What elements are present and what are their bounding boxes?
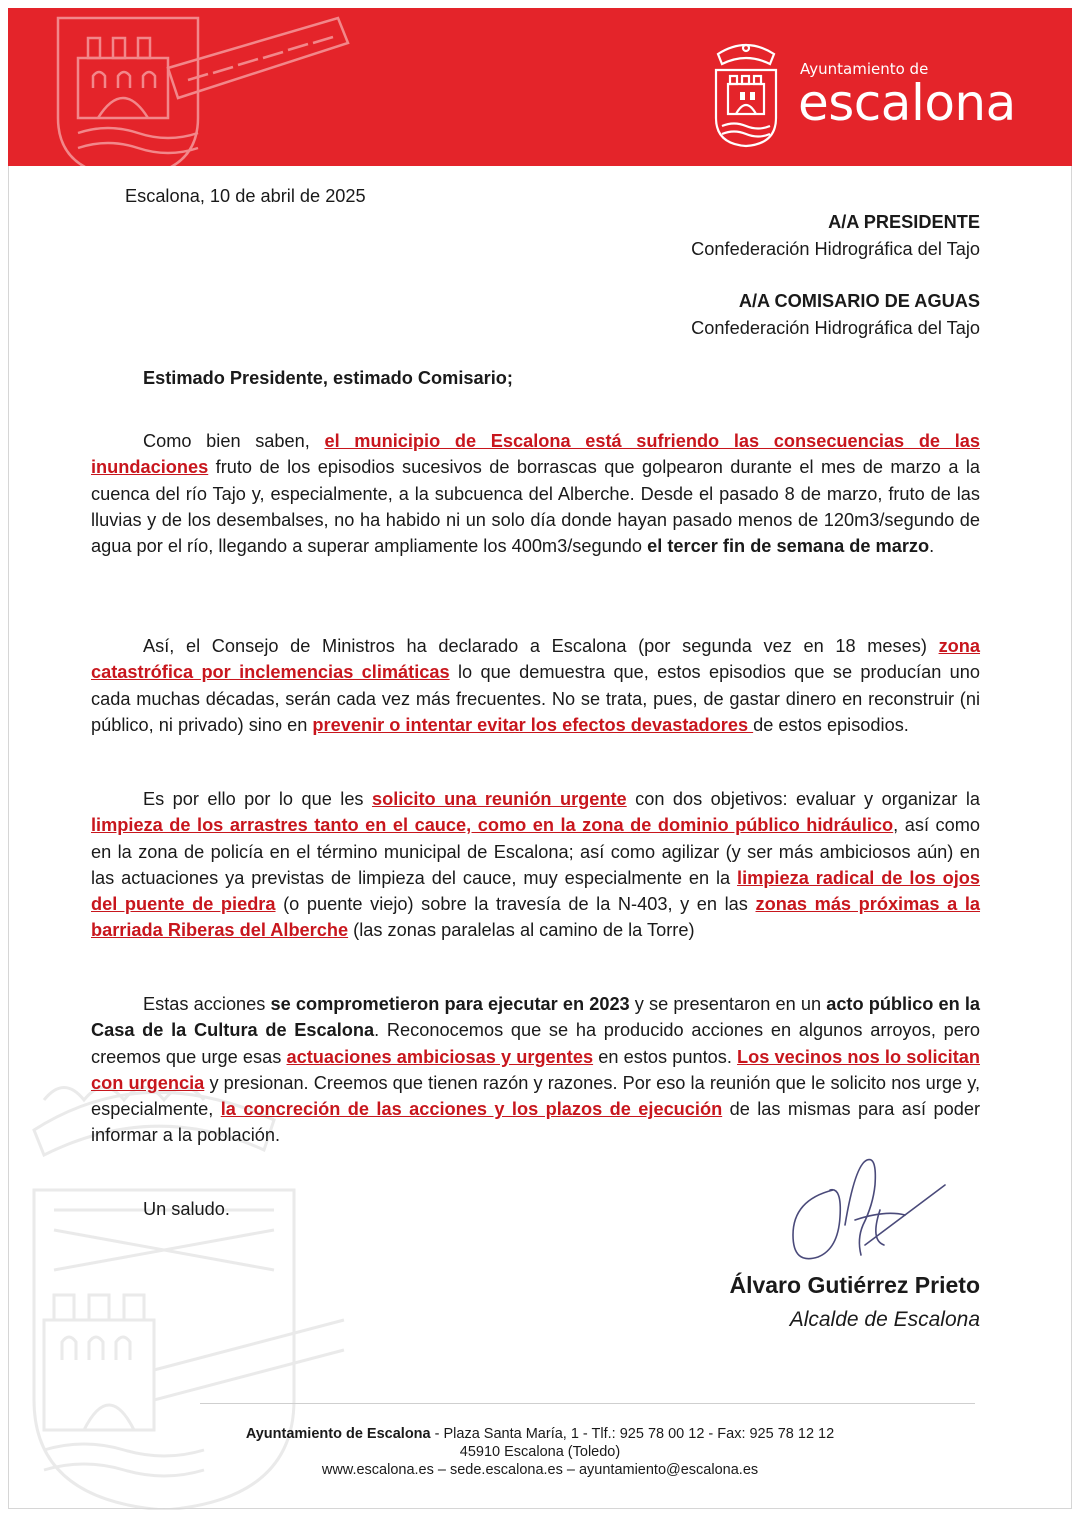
highlighted-phrase: zona catastrófica por inclemencias climáticas	[91, 636, 980, 683]
paragraph-text: Como bien saben,	[143, 431, 325, 451]
letter-greeting: Estimado Presidente, estimado Comisario;	[143, 368, 513, 388]
paragraph-text: Así, el Consejo de Ministros ha declarado a Escalona (por segunda vez en 18 meses)	[143, 636, 939, 656]
recipient-2-organization: Confederación Hidrográfica del Tajo	[691, 318, 980, 338]
paragraph-text: . Reconocemos que se ha producido acciones en algunos arroyos, pero creemos que urge esas	[91, 1020, 981, 1067]
letterhead-band	[8, 8, 1072, 166]
paragraph-text: Estas acciones	[143, 994, 271, 1014]
handwritten-signature-icon	[785, 1150, 955, 1275]
paragraph-text: .	[929, 536, 935, 557]
recipient-2-title: A/A COMISARIO DE AGUAS	[738, 291, 980, 311]
highlighted-phrase: actuaciones ambiciosas y urgentes	[286, 1046, 594, 1067]
municipality-logo	[708, 34, 1038, 154]
letter-closing: Un saludo.	[143, 1199, 230, 1219]
bold-phrase: se comprometieron para ejecutar en 2023	[270, 994, 630, 1014]
letter-date: Escalona, 10 de abril de 2025	[125, 186, 366, 206]
signatory-role: Alcalde de Escalona	[789, 1308, 980, 1331]
logo-wordmark: escalona	[798, 74, 1016, 132]
highlighted-phrase: limpieza radical de los ojos del puente de piedra	[91, 867, 980, 915]
paragraph-text: y presionan. Creemos que tienen razón y razones. Por eso la reunión que le solicito nos urge y, especialmente,	[91, 1072, 981, 1120]
highlighted-phrase: el municipio de Escalona está sufriendo las consecuencias de las inundaciones	[91, 431, 980, 478]
recipient-1-organization: Confederación Hidrográfica del Tajo	[691, 239, 980, 259]
highlighted-phrase: limpieza de los arrastres tanto en el cauce, como en la zona de dominio público hidráulico	[91, 815, 894, 836]
paragraph-text: lo que demuestra que, estos episodios que se producían uno cada muchas décadas, serán cada vez más frecuentes. No se trata, pues, de gastar dinero en reconstruir (ni público, ni privado) sino en	[91, 662, 981, 735]
body-paragraph-3	[91, 786, 980, 944]
paragraph-text: , así como en la zona de policía en el término municipal de Escalona; así como agilizar (y ser más ambiciosos aún) en las actuaciones ya previstas de limpieza del cauce, muy especialmente en la	[91, 815, 980, 888]
footer-contact: - Plaza Santa María, 1 - Tlf.: 925 78 00 12 - Fax: 925 78 12 12	[430, 1426, 835, 1442]
footer-organization: Ayuntamiento de Escalona	[245, 1426, 431, 1442]
footer-postal-line: 45910 Escalona (Toledo)	[459, 1444, 621, 1460]
highlighted-phrase: la concreción de las acciones y los plazos de ejecución	[220, 1099, 723, 1120]
paragraph-text: Es por ello por lo que les	[143, 789, 372, 809]
paragraph-text: de estos episodios.	[753, 714, 909, 735]
footer-web-line: www.escalona.es – sede.escalona.es – ayuntamiento@escalona.es	[321, 1462, 759, 1478]
paragraph-text: en estos puntos.	[593, 1046, 738, 1067]
footer-divider	[200, 1403, 975, 1404]
highlighted-phrase: Los vecinos nos lo solicitan con urgencia	[91, 1046, 980, 1093]
coat-of-arms-watermark-icon	[38, 8, 368, 166]
body-paragraph-2	[91, 633, 980, 738]
bold-phrase: el tercer fin de semana de marzo	[647, 536, 930, 557]
body-paragraph-4	[91, 991, 980, 1149]
paragraph-text: con dos objetivos: evaluar y organizar la	[626, 789, 980, 809]
signatory-name: Álvaro Gutiérrez Prieto	[729, 1272, 980, 1298]
logo-caption: Ayuntamiento de	[800, 60, 929, 78]
highlighted-phrase: prevenir o intentar evitar los efectos devastadores	[312, 714, 754, 735]
escalona-crest-icon	[708, 40, 784, 148]
bold-phrase: acto público en la Casa de la Cultura de Escalona	[91, 994, 980, 1041]
body-paragraph-1	[91, 428, 980, 559]
recipient-1-title: A/A PRESIDENTE	[828, 212, 980, 232]
highlighted-phrase: zonas más próximas a la barriada Riberas del Alberche	[91, 894, 981, 941]
paragraph-text: de las mismas para así poder informar a la población.	[91, 1099, 981, 1146]
footer-address-line	[0, 1425, 1080, 1443]
paragraph-text: fruto de los episodios sucesivos de borrascas que golpearon durante el mes de marzo a la cuenca del río Tajo y, especialmente, a la subcuenca del Alberche. Desde el pasado 8 de marzo, fruto de las lluvias y de los desembalses, no ha habido ni un solo día donde hayan pasado menos de 120m3/segundo de agua por el río, llegando a superar ampliamente los 400m3/segundo	[91, 457, 980, 557]
paragraph-text: (las zonas paralelas al camino de la Torre)	[348, 920, 695, 941]
highlighted-phrase: solicito una reunión urgente	[371, 789, 627, 809]
paragraph-text: (o puente viejo) sobre la travesía de la N-403, y en las	[275, 894, 756, 915]
paragraph-text: y se presentaron en un	[629, 994, 827, 1014]
